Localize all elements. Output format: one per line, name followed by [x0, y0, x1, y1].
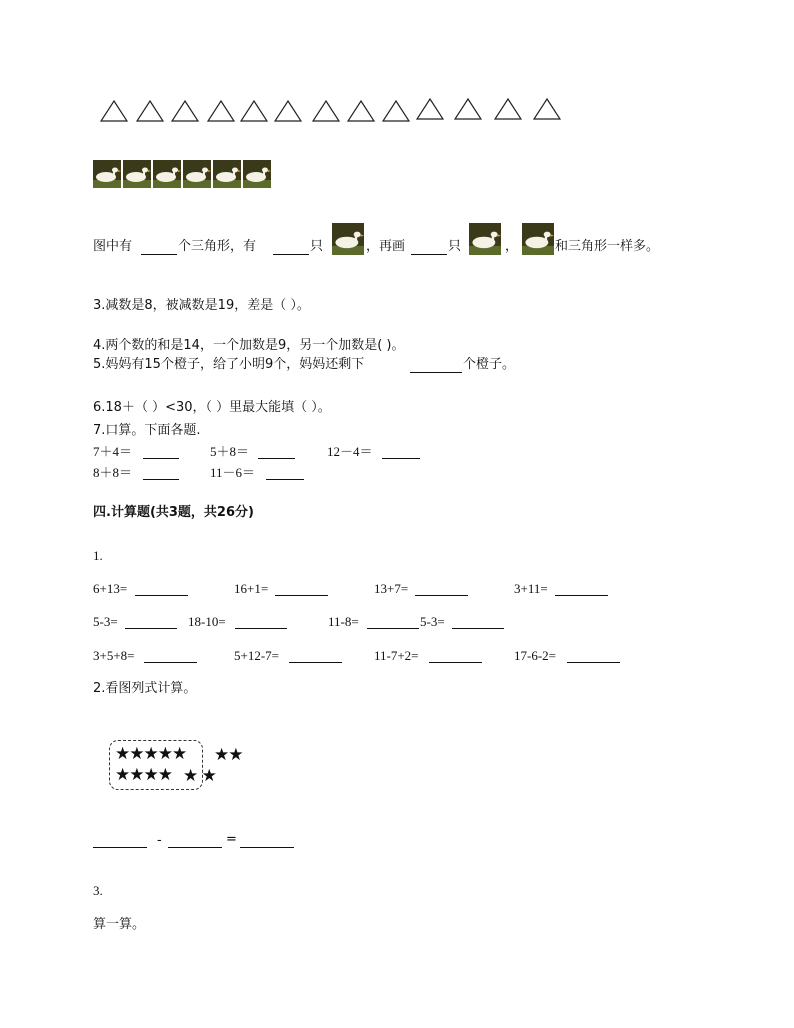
- goose-image: [331, 223, 365, 255]
- calc-1-label: 1.: [93, 548, 103, 563]
- oral-calc-item: 12－4＝: [327, 444, 373, 459]
- answer-blank[interactable]: [273, 241, 309, 255]
- sentence-part: ，: [505, 239, 519, 254]
- answer-blank[interactable]: [266, 466, 304, 480]
- goose-image: [213, 160, 241, 188]
- calc-item: 16+1=: [234, 581, 269, 596]
- goose-image: [153, 160, 181, 188]
- answer-blank[interactable]: [258, 445, 295, 459]
- goose-image: [468, 223, 502, 255]
- oral-calc-item: 7＋4＝: [93, 444, 133, 459]
- calc-item: 11-8=: [328, 614, 359, 629]
- question-5-unit: 个橙子。: [463, 357, 516, 372]
- triangle-icon: [207, 100, 235, 122]
- answer-blank[interactable]: [452, 615, 504, 629]
- triangle-icon: [382, 100, 410, 122]
- calc-item: 3+5+8=: [93, 648, 135, 663]
- answer-blank[interactable]: [240, 834, 294, 848]
- goose-image: [243, 160, 271, 188]
- triangle-icon: [240, 100, 268, 122]
- question-7-title: 7.口算。下面各题.: [93, 423, 201, 438]
- calc-item: 5+12-7=: [234, 648, 279, 663]
- oral-calc-item: 5＋8＝: [210, 444, 250, 459]
- sentence-part: 图中有: [93, 239, 133, 254]
- calc-item: 5-3=: [420, 614, 445, 629]
- sentence-part: ，再画: [366, 239, 406, 254]
- answer-blank[interactable]: [93, 834, 147, 848]
- question-6: 6.18＋（ ）<30，（ ）里最大能填（ ）。: [93, 400, 331, 415]
- triangle-icon: [312, 100, 340, 122]
- minus-sign: -: [157, 833, 162, 848]
- answer-blank[interactable]: [415, 582, 468, 596]
- section-4-title: 四.计算题(共3题，共26分): [93, 505, 254, 520]
- goose-image: [521, 223, 555, 255]
- answer-blank[interactable]: [555, 582, 608, 596]
- triangle-icon: [347, 100, 375, 122]
- star-group: ★ ★: [183, 766, 216, 786]
- oral-calc-item: 8＋8＝: [93, 465, 133, 480]
- question-4: 4.两个数的和是14，一个加数是9，另一个加数是( )。: [93, 338, 405, 353]
- calc-item: 5-3=: [93, 614, 118, 629]
- calc-item: 13+7=: [374, 581, 409, 596]
- triangle-icon: [171, 100, 199, 122]
- sentence-part: 只: [448, 239, 462, 254]
- answer-blank[interactable]: [410, 359, 462, 373]
- answer-blank[interactable]: [143, 466, 179, 480]
- triangle-icon: [416, 98, 444, 120]
- calc-2-label: 2.看图列式计算。: [93, 681, 197, 696]
- answer-blank[interactable]: [143, 445, 179, 459]
- answer-blank[interactable]: [141, 241, 177, 255]
- triangle-icon: [136, 100, 164, 122]
- answer-blank[interactable]: [135, 582, 188, 596]
- triangle-icon: [100, 100, 128, 122]
- calc-3-label: 3.: [93, 883, 103, 898]
- goose-image: [123, 160, 151, 188]
- answer-blank[interactable]: [289, 649, 342, 663]
- calc-item: 11-7+2=: [374, 648, 419, 663]
- triangle-icon: [274, 100, 302, 122]
- equals-sign: =: [226, 832, 237, 847]
- question-3: 3.减数是8，被减数是19，差是（ ）。: [93, 298, 310, 313]
- triangle-icon: [454, 98, 482, 120]
- answer-blank[interactable]: [168, 834, 222, 848]
- goose-image: [183, 160, 211, 188]
- answer-blank[interactable]: [235, 615, 287, 629]
- oral-calc-item: 11－6＝: [210, 465, 256, 480]
- calc-item: 3+11=: [514, 581, 548, 596]
- answer-blank[interactable]: [275, 582, 328, 596]
- star-group: ★★★★★: [115, 744, 187, 764]
- answer-blank[interactable]: [411, 241, 447, 255]
- goose-image: [93, 160, 121, 188]
- sentence-part: 和三角形一样多。: [555, 239, 660, 254]
- sentence-part: 个三角形，有: [178, 239, 257, 254]
- star-group: ★★: [214, 745, 243, 765]
- calc-3-text: 算一算。: [93, 917, 146, 932]
- answer-blank[interactable]: [429, 649, 482, 663]
- calc-item: 18-10=: [188, 614, 226, 629]
- question-5-text: 5.妈妈有15个橙子，给了小明9个，妈妈还剩下: [93, 357, 365, 372]
- answer-blank[interactable]: [144, 649, 197, 663]
- star-group: ★★★★: [115, 765, 172, 785]
- calc-item: 6+13=: [93, 581, 128, 596]
- answer-blank[interactable]: [382, 445, 420, 459]
- triangle-icon: [533, 98, 561, 120]
- calc-item: 17-6-2=: [514, 648, 556, 663]
- answer-blank[interactable]: [367, 615, 419, 629]
- sentence-part: 只: [310, 239, 324, 254]
- triangle-icon: [494, 98, 522, 120]
- answer-blank[interactable]: [125, 615, 177, 629]
- answer-blank[interactable]: [567, 649, 620, 663]
